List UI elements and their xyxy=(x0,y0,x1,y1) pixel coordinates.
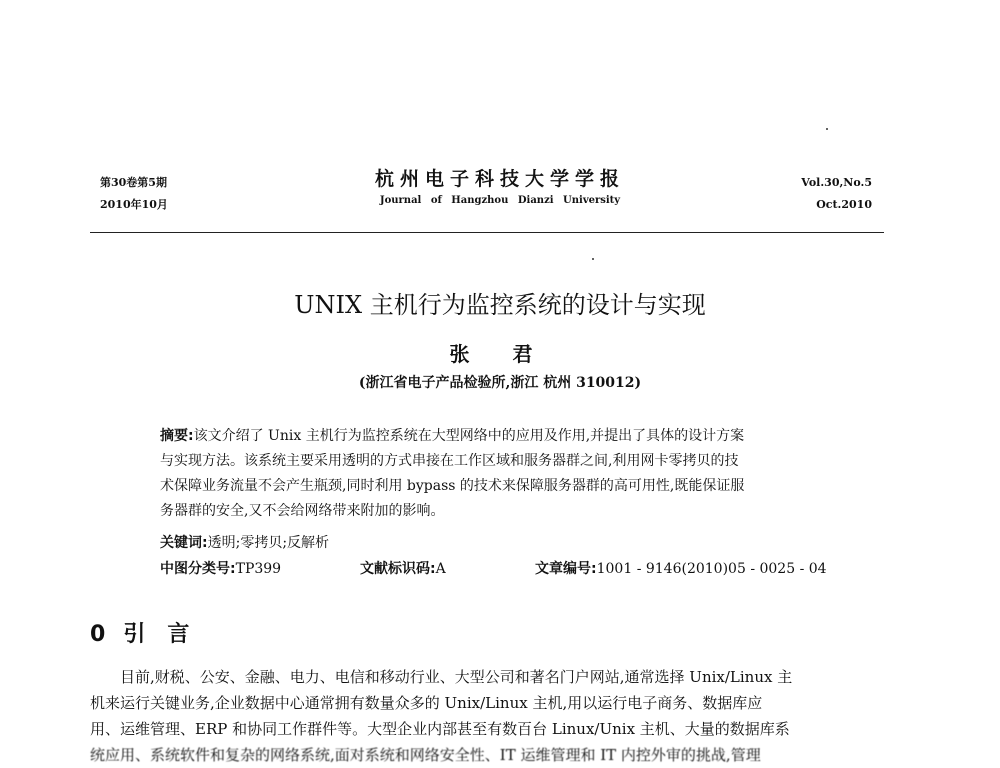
abstract-line: 摘要:该文介绍了 Unix 主机行为监控系统在大型网络中的应用及作用,并提出了具体的设计方案 xyxy=(160,428,745,444)
body-line: 机来运行关键业务,企业数据中心通常拥有数量众多的 Unix/Linux 主机,用以运行电子商务、数据库应 xyxy=(90,694,763,712)
article-title: UNIX 主机行为监控系统的设计与实现 xyxy=(294,291,706,319)
date-cn: 2010年10月 xyxy=(100,198,168,211)
abstract-line: 术保障业务流量不会产生瓶颈,同时利用 bypass 的技术来保障服务器群的高可用性,既能保证服 xyxy=(160,478,745,494)
section-heading xyxy=(90,620,211,650)
body-line: 目前,财税、公安、金融、电力、电信和移动行业、大型公司和著名门户网站,通常选择 Unix/Linux 主 xyxy=(120,668,793,686)
scan-speck xyxy=(826,128,828,130)
body-line: 统应用、系统软件和复杂的网络系统,面对系统和网络安全性、IT 运维管理和 IT 内控外审的挑战,管理 xyxy=(90,746,761,764)
body-paragraph xyxy=(90,664,884,768)
section-title: 引言 xyxy=(123,622,212,647)
header-right xyxy=(801,172,872,216)
header-rule xyxy=(90,232,884,233)
article-author: 张 君 xyxy=(449,342,551,366)
section-number: 0 xyxy=(90,622,106,647)
scan-speck xyxy=(592,258,594,260)
date-en: Oct.2010 xyxy=(816,198,872,211)
clc-code: 中图分类号:TP399 xyxy=(160,561,282,577)
author-affiliation: (浙江省电子产品检验所,浙江 杭州 310012) xyxy=(358,375,642,391)
abstract xyxy=(160,424,820,524)
abstract-label: 摘要: xyxy=(160,428,194,444)
article-number: 文章编号:1001 - 9146(2010)05 - 0025 - 04 xyxy=(535,561,827,577)
header-left xyxy=(100,172,168,216)
keywords-value: 透明;零拷贝;反解析 xyxy=(207,535,330,551)
journal-masthead xyxy=(300,166,700,210)
volume-issue-cn: 第30卷第5期 xyxy=(100,176,167,189)
abstract-line: 务器群的安全,又不会给网络带来附加的影响。 xyxy=(160,503,445,519)
keywords xyxy=(160,531,329,555)
abstract-line: 与实现方法。该系统主要采用透明的方式串接在工作区域和服务器群之间,利用网卡零拷贝的技 xyxy=(160,453,739,469)
keywords-label: 关键词: xyxy=(160,535,208,551)
document-code: 文献标识码:A xyxy=(360,561,446,577)
volume-issue-en: Vol.30,No.5 xyxy=(801,176,872,189)
journal-name-en: Journal of Hangzhou Dianzi University xyxy=(379,195,621,206)
journal-name-cn: 杭州电子科技大学学报 xyxy=(374,168,625,190)
body-line: 用、运维管理、ERP 和协同工作群件等。大型企业内部甚至有数百台 Linux/Unix 主机、大量的数据库系 xyxy=(90,720,790,738)
